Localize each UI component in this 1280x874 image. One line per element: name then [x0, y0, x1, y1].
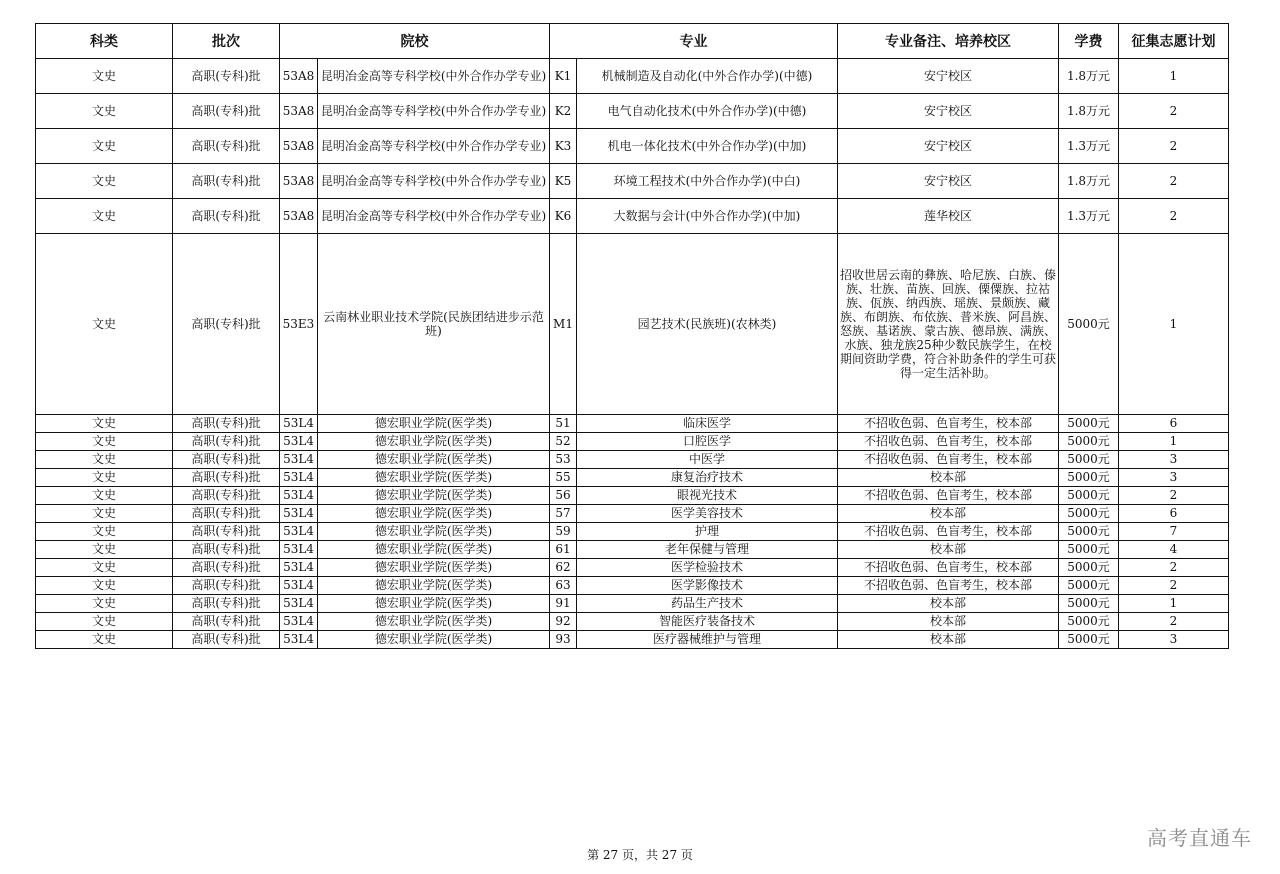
cell-note: 安宁校区: [838, 94, 1059, 129]
cell-pici: 高职(专科)批: [173, 469, 280, 487]
cell-fee: 5000元: [1059, 451, 1119, 469]
cell-school-code: 53L4: [280, 595, 318, 613]
cell-school: 德宏职业学院(医学类): [318, 487, 550, 505]
cell-major: 药品生产技术: [577, 595, 838, 613]
cell-school-code: 53L4: [280, 415, 318, 433]
cell-note: 安宁校区: [838, 164, 1059, 199]
cell-school-code: 53L4: [280, 631, 318, 649]
cell-kelei: 文史: [36, 94, 173, 129]
table-row: [36, 129, 1229, 164]
cell-major-code: 51: [550, 415, 577, 433]
cell-kelei: 文史: [36, 595, 173, 613]
table-row: [36, 94, 1229, 129]
header-pici: 批次: [173, 24, 280, 59]
table-row: [36, 415, 1229, 433]
cell-fee: 5000元: [1059, 523, 1119, 541]
cell-pici: 高职(专科)批: [173, 59, 280, 94]
cell-major-code: 52: [550, 433, 577, 451]
cell-major-code: 61: [550, 541, 577, 559]
cell-note: 校本部: [838, 595, 1059, 613]
table-row: [36, 234, 1229, 415]
cell-fee: 1.8万元: [1059, 59, 1119, 94]
cell-school: 德宏职业学院(医学类): [318, 433, 550, 451]
cell-school-code: 53L4: [280, 505, 318, 523]
cell-kelei: 文史: [36, 129, 173, 164]
cell-school: 云南林业职业技术学院(民族团结进步示范班): [318, 234, 550, 415]
cell-note: 不招收色弱、色盲考生，校本部: [838, 559, 1059, 577]
cell-fee: 5000元: [1059, 631, 1119, 649]
cell-school: 昆明冶金高等专科学校(中外合作办学专业): [318, 59, 550, 94]
cell-school: 德宏职业学院(医学类): [318, 631, 550, 649]
cell-major-code: K6: [550, 199, 577, 234]
cell-major: 康复治疗技术: [577, 469, 838, 487]
table-row: [36, 59, 1229, 94]
table-row: [36, 487, 1229, 505]
cell-school-code: 53L4: [280, 613, 318, 631]
cell-note: 不招收色弱、色盲考生，校本部: [838, 451, 1059, 469]
cell-pici: 高职(专科)批: [173, 541, 280, 559]
cell-major: 中医学: [577, 451, 838, 469]
cell-note: 校本部: [838, 631, 1059, 649]
cell-kelei: 文史: [36, 469, 173, 487]
table-row: [36, 469, 1229, 487]
cell-pici: 高职(专科)批: [173, 487, 280, 505]
cell-fee: 1.3万元: [1059, 129, 1119, 164]
cell-fee: 5000元: [1059, 505, 1119, 523]
cell-major: 老年保健与管理: [577, 541, 838, 559]
table-row: [36, 451, 1229, 469]
cell-major-code: K2: [550, 94, 577, 129]
cell-plan: 3: [1119, 469, 1229, 487]
cell-pici: 高职(专科)批: [173, 505, 280, 523]
cell-plan: 2: [1119, 129, 1229, 164]
cell-fee: 5000元: [1059, 541, 1119, 559]
cell-pici: 高职(专科)批: [173, 451, 280, 469]
cell-major: 大数据与会计(中外合作办学)(中加): [577, 199, 838, 234]
cell-kelei: 文史: [36, 487, 173, 505]
cell-school-code: 53L4: [280, 559, 318, 577]
header-row: [36, 24, 1229, 59]
cell-major-code: 92: [550, 613, 577, 631]
cell-school-code: 53A8: [280, 94, 318, 129]
cell-major-code: 57: [550, 505, 577, 523]
page-footer: 第 27 页，共 27 页: [587, 848, 693, 862]
cell-major-code: K1: [550, 59, 577, 94]
watermark: 高考直通车: [1147, 826, 1252, 850]
cell-school: 德宏职业学院(医学类): [318, 595, 550, 613]
table-row: [36, 595, 1229, 613]
cell-school-code: 53E3: [280, 234, 318, 415]
header-fee: 学费: [1059, 24, 1119, 59]
cell-kelei: 文史: [36, 577, 173, 595]
cell-pici: 高职(专科)批: [173, 523, 280, 541]
table-row: [36, 164, 1229, 199]
cell-plan: 4: [1119, 541, 1229, 559]
cell-kelei: 文史: [36, 523, 173, 541]
cell-plan: 1: [1119, 595, 1229, 613]
cell-kelei: 文史: [36, 164, 173, 199]
cell-school: 德宏职业学院(医学类): [318, 613, 550, 631]
cell-school-code: 53L4: [280, 433, 318, 451]
cell-school-code: 53A8: [280, 59, 318, 94]
cell-major-code: M1: [550, 234, 577, 415]
cell-plan: 2: [1119, 94, 1229, 129]
cell-school-code: 53L4: [280, 487, 318, 505]
cell-major-code: K3: [550, 129, 577, 164]
admission-table: [35, 23, 1229, 649]
header-major: 专业: [550, 24, 838, 59]
cell-pici: 高职(专科)批: [173, 595, 280, 613]
cell-major-code: 93: [550, 631, 577, 649]
cell-plan: 1: [1119, 433, 1229, 451]
cell-pici: 高职(专科)批: [173, 129, 280, 164]
cell-fee: 5000元: [1059, 469, 1119, 487]
cell-plan: 2: [1119, 199, 1229, 234]
table-row: [36, 433, 1229, 451]
cell-note: 不招收色弱、色盲考生，校本部: [838, 433, 1059, 451]
cell-school-code: 53A8: [280, 199, 318, 234]
cell-major: 医疗器械维护与管理: [577, 631, 838, 649]
cell-pici: 高职(专科)批: [173, 164, 280, 199]
cell-plan: 3: [1119, 631, 1229, 649]
cell-school-code: 53L4: [280, 523, 318, 541]
table-row: [36, 613, 1229, 631]
cell-fee: 1.8万元: [1059, 94, 1119, 129]
cell-note: 校本部: [838, 541, 1059, 559]
cell-major: 医学美容技术: [577, 505, 838, 523]
cell-pici: 高职(专科)批: [173, 199, 280, 234]
cell-major: 临床医学: [577, 415, 838, 433]
cell-fee: 5000元: [1059, 577, 1119, 595]
cell-school: 德宏职业学院(医学类): [318, 415, 550, 433]
cell-major: 智能医疗装备技术: [577, 613, 838, 631]
cell-major: 医学影像技术: [577, 577, 838, 595]
cell-kelei: 文史: [36, 433, 173, 451]
cell-school: 德宏职业学院(医学类): [318, 451, 550, 469]
cell-major-code: 53: [550, 451, 577, 469]
cell-kelei: 文史: [36, 451, 173, 469]
cell-kelei: 文史: [36, 541, 173, 559]
cell-school: 德宏职业学院(医学类): [318, 469, 550, 487]
cell-plan: 1: [1119, 59, 1229, 94]
cell-note: 校本部: [838, 505, 1059, 523]
cell-major: 机械制造及自动化(中外合作办学)(中德): [577, 59, 838, 94]
cell-school: 德宏职业学院(医学类): [318, 577, 550, 595]
cell-school: 昆明冶金高等专科学校(中外合作办学专业): [318, 94, 550, 129]
cell-note: 校本部: [838, 469, 1059, 487]
cell-major: 口腔医学: [577, 433, 838, 451]
cell-plan: 2: [1119, 487, 1229, 505]
cell-major-code: 55: [550, 469, 577, 487]
table-row: [36, 199, 1229, 234]
cell-fee: 5000元: [1059, 613, 1119, 631]
cell-school: 德宏职业学院(医学类): [318, 505, 550, 523]
cell-plan: 6: [1119, 505, 1229, 523]
cell-kelei: 文史: [36, 559, 173, 577]
cell-note: 不招收色弱、色盲考生，校本部: [838, 487, 1059, 505]
cell-school-code: 53A8: [280, 164, 318, 199]
cell-pici: 高职(专科)批: [173, 415, 280, 433]
table-body: [36, 59, 1229, 649]
cell-major: 环境工程技术(中外合作办学)(中白): [577, 164, 838, 199]
cell-major-code: 56: [550, 487, 577, 505]
cell-pici: 高职(专科)批: [173, 631, 280, 649]
cell-plan: 1: [1119, 234, 1229, 415]
cell-note: 招收世居云南的彝族、哈尼族、白族、傣族、壮族、苗族、回族、傈僳族、拉祜族、佤族、纳西族、瑶族、景颇族、藏族、布朗族、布依族、普米族、阿昌族、怒族、基诺族、蒙古族、德昂族、满族、水族、独龙族25种少数民族学生，在校期间资助学费，符合补助条件的学生可获得一定生活补助。: [838, 234, 1059, 415]
cell-plan: 2: [1119, 613, 1229, 631]
header-note: 专业备注、培养校区: [838, 24, 1059, 59]
cell-fee: 5000元: [1059, 487, 1119, 505]
cell-plan: 2: [1119, 164, 1229, 199]
cell-major: 眼视光技术: [577, 487, 838, 505]
table-row: [36, 559, 1229, 577]
cell-plan: 2: [1119, 577, 1229, 595]
cell-pici: 高职(专科)批: [173, 559, 280, 577]
cell-plan: 7: [1119, 523, 1229, 541]
cell-plan: 2: [1119, 559, 1229, 577]
cell-major: 园艺技术(民族班)(农林类): [577, 234, 838, 415]
cell-major-code: 62: [550, 559, 577, 577]
header-school: 院校: [280, 24, 550, 59]
cell-note: 不招收色弱、色盲考生，校本部: [838, 523, 1059, 541]
table-row: [36, 631, 1229, 649]
cell-note: 莲华校区: [838, 199, 1059, 234]
cell-school-code: 53L4: [280, 451, 318, 469]
cell-kelei: 文史: [36, 199, 173, 234]
cell-fee: 5000元: [1059, 559, 1119, 577]
cell-school: 昆明冶金高等专科学校(中外合作办学专业): [318, 164, 550, 199]
cell-major-code: 91: [550, 595, 577, 613]
cell-school-code: 53L4: [280, 469, 318, 487]
cell-note: 校本部: [838, 613, 1059, 631]
cell-pici: 高职(专科)批: [173, 234, 280, 415]
cell-major-code: 59: [550, 523, 577, 541]
cell-pici: 高职(专科)批: [173, 433, 280, 451]
table-row: [36, 541, 1229, 559]
cell-school: 昆明冶金高等专科学校(中外合作办学专业): [318, 199, 550, 234]
cell-major: 机电一体化技术(中外合作办学)(中加): [577, 129, 838, 164]
cell-school: 德宏职业学院(医学类): [318, 541, 550, 559]
cell-kelei: 文史: [36, 415, 173, 433]
cell-fee: 5000元: [1059, 433, 1119, 451]
cell-fee: 5000元: [1059, 234, 1119, 415]
cell-kelei: 文史: [36, 613, 173, 631]
header-kelei: 科类: [36, 24, 173, 59]
cell-kelei: 文史: [36, 631, 173, 649]
cell-school-code: 53L4: [280, 541, 318, 559]
table-row: [36, 505, 1229, 523]
cell-fee: 5000元: [1059, 595, 1119, 613]
cell-plan: 6: [1119, 415, 1229, 433]
cell-note: 安宁校区: [838, 129, 1059, 164]
cell-major: 医学检验技术: [577, 559, 838, 577]
cell-plan: 3: [1119, 451, 1229, 469]
cell-pici: 高职(专科)批: [173, 577, 280, 595]
cell-school-code: 53A8: [280, 129, 318, 164]
cell-major: 护理: [577, 523, 838, 541]
cell-pici: 高职(专科)批: [173, 613, 280, 631]
cell-kelei: 文史: [36, 505, 173, 523]
cell-major-code: K5: [550, 164, 577, 199]
table-row: [36, 577, 1229, 595]
cell-kelei: 文史: [36, 234, 173, 415]
cell-fee: 1.3万元: [1059, 199, 1119, 234]
cell-fee: 1.8万元: [1059, 164, 1119, 199]
header-plan: 征集志愿计划: [1119, 24, 1229, 59]
cell-note: 不招收色弱、色盲考生，校本部: [838, 577, 1059, 595]
cell-school: 昆明冶金高等专科学校(中外合作办学专业): [318, 129, 550, 164]
cell-pici: 高职(专科)批: [173, 94, 280, 129]
table-row: [36, 523, 1229, 541]
cell-fee: 5000元: [1059, 415, 1119, 433]
cell-note: 安宁校区: [838, 59, 1059, 94]
cell-school: 德宏职业学院(医学类): [318, 559, 550, 577]
cell-school: 德宏职业学院(医学类): [318, 523, 550, 541]
cell-major-code: 63: [550, 577, 577, 595]
cell-school-code: 53L4: [280, 577, 318, 595]
cell-note: 不招收色弱、色盲考生，校本部: [838, 415, 1059, 433]
cell-major: 电气自动化技术(中外合作办学)(中德): [577, 94, 838, 129]
cell-kelei: 文史: [36, 59, 173, 94]
